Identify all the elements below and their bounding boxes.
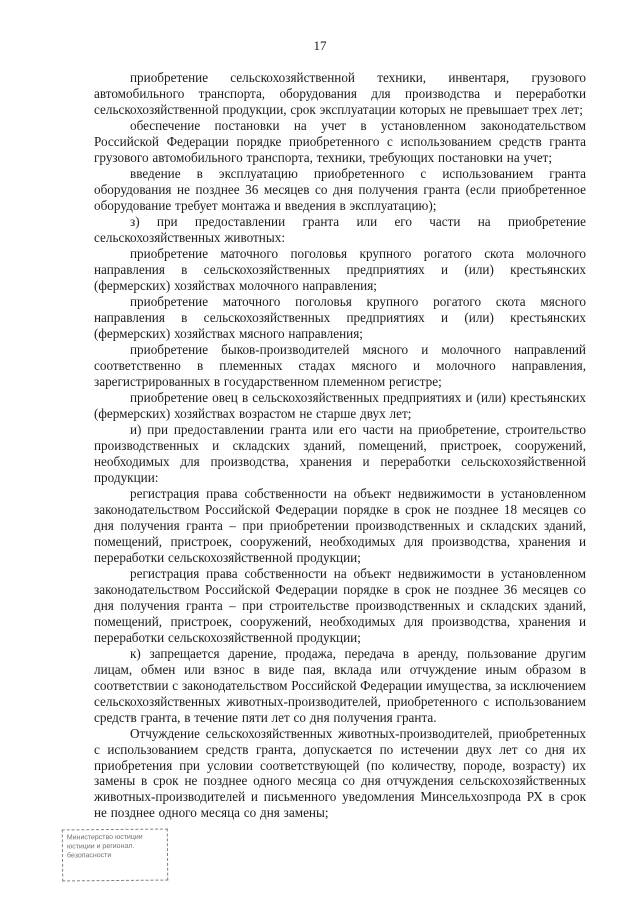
document-body [94,70,586,821]
page-number: 17 [313,38,327,53]
paragraph: и) при предоставлении гранта или его части на приобретение, строительство производственных и складских зданий, помещений, пристроек, сооружений, необходимых для производства, хранения и переработки сельскохозяйственной продукции: [94,422,586,486]
paragraph: регистрация права собственности на объект недвижимости в установленном законодательством Российской Федерации порядке в срок не позднее 18 месяцев со дня получения гранта – при приобретении производственных и складских зданий, помещений, пристроек, сооружений, необходимых для производства, хранения и переработки сельскохозяйственной продукции; [94,486,586,565]
paragraph: регистрация права собственности на объект недвижимости в установленном законодательством Российской Федерации порядке в срок не позднее 36 месяцев со дня получения гранта – при строительстве производственных и складских зданий, помещений, пристроек, сооружений, необходимых для производства, хранения и переработки сельскохозяйственной продукции; [94,566,586,645]
stamp-line: безопасности [66,852,112,860]
paragraph: приобретение сельскохозяйственной техники, инвентаря, грузового автомобильного транспорта, оборудования для производства и переработки сельскохозяйственной продукции, срок эксплуатации которых не превышает трех лет; [94,70,586,117]
paragraph: Отчуждение сельскохозяйственных животных-производителей, приобретенных с использованием средств гранта, допускается по истечении двух лет со дня их приобретения при условии соответствующей (по количеству, породе, возрасту) их замены в срок не позднее одного месяца со дня отчуждения сельскохозяйственных животных-производителей и письменного уведомления Минсельхозпрода РХ в срок не позднее одного месяца со дня замены; [94,725,586,821]
paragraph: приобретение быков-производителей мясного и молочного направлений соответственно в племенных стадах мясного и молочного направления, зарегистрированных в государственном племенном регистре; [94,342,586,389]
paragraph: приобретение маточного поголовья крупного рогатого скота мясного направления в сельскохозяйственных предприятиях и (или) крестьянских (фермерских) хозяйствах мясного направления; [94,294,586,341]
paragraph: з) при предоставлении гранта или его части на приобретение сельскохозяйственных животных: [94,214,586,245]
stamp-line: Министерство юстиции [66,833,143,842]
stamp-line: юстиции и регионал. [66,842,135,851]
paragraph: приобретение маточного поголовья крупного рогатого скота молочного направления в сельскохозяйственных предприятиях и (или) крестьянских (фермерских) хозяйствах молочного направления; [94,246,586,293]
registration-stamp [62,829,168,882]
paragraph: к) запрещается дарение, продажа, передача в аренду, пользование другим лицам, обмен или взнос в виде пая, вклада или отчуждение иным образом в соответствии с законодательством Российской Федерации имущества, за исключением сельскохозяйственных животных-производителей, приобретенного с использованием средств гранта, в течение пяти лет со дня получения гранта. [94,645,587,725]
paragraph: введение в эксплуатацию приобретенного с использованием гранта оборудования не позднее 36 месяцев со дня получения гранта (если приобретенное оборудование требует монтажа и введения в эксплуатацию); [94,166,586,213]
paragraph: приобретение овец в сельскохозяйственных предприятиях и (или) крестьянских (фермерских) хозяйствах возрастом не старше двух лет; [94,390,586,422]
paragraph: обеспечение постановки на учет в установленном законодательством Российской Федерации порядке приобретенного с использованием средств гранта грузового автомобильного транспорта, техники, требующих постановки на учет; [94,118,586,165]
